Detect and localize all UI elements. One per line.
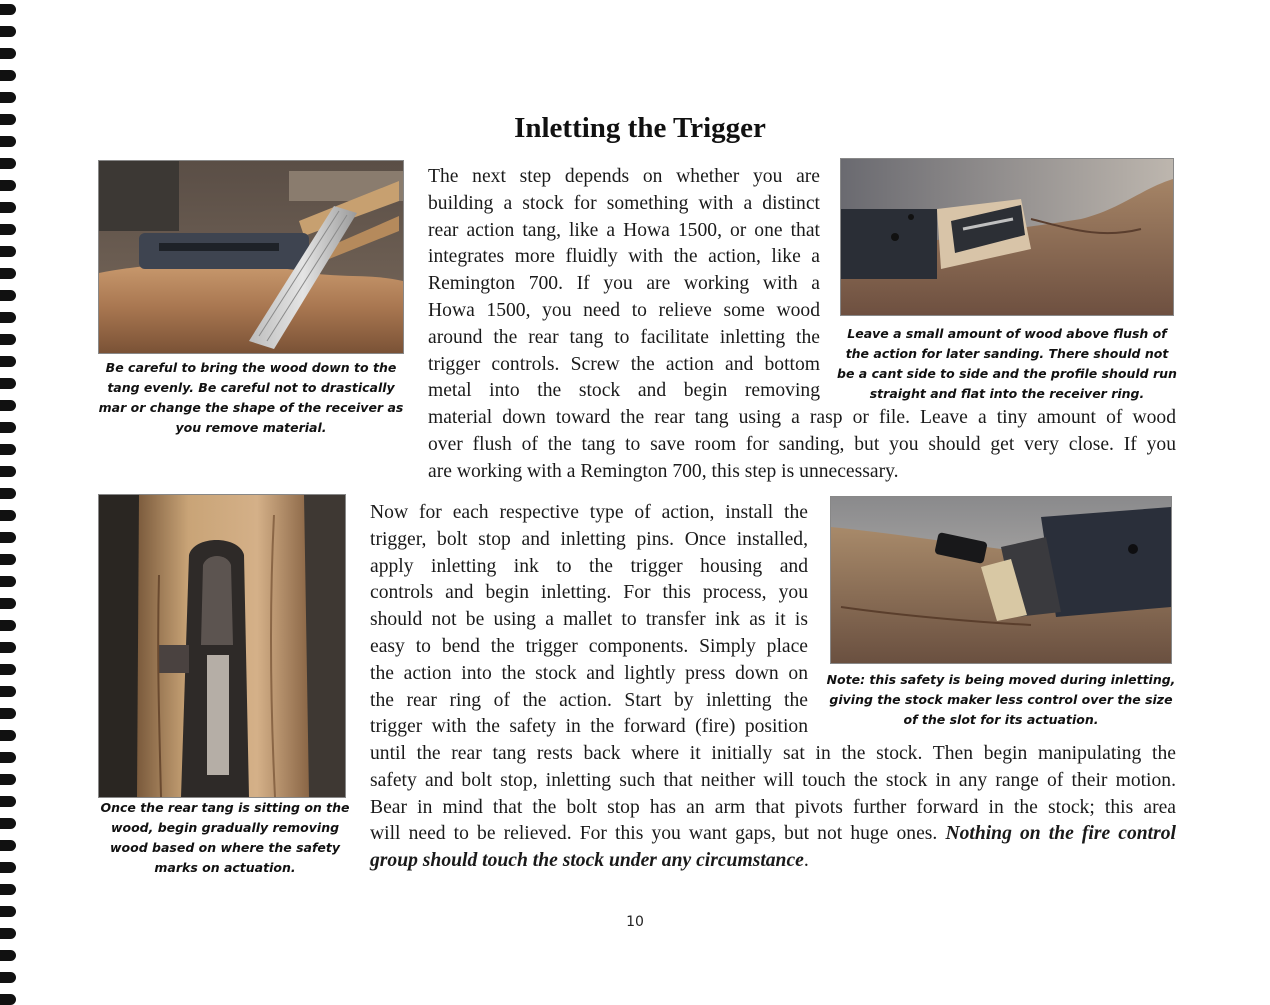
photo-rasp-on-tang-image [99, 161, 403, 353]
binding-ring [0, 642, 16, 653]
binding-ring [0, 488, 16, 499]
body-line: The next step depends on whether you are [428, 166, 820, 187]
binding-ring [0, 158, 16, 169]
binding-ring [0, 48, 16, 59]
body-line-with-emphasis [370, 821, 1176, 848]
caption-line: mar or change the shape of the receiver as [98, 400, 404, 415]
body-line: integrates more fluidly with the action, like a [428, 246, 820, 268]
binding-ring [0, 70, 16, 81]
binding-ring [0, 840, 16, 851]
paragraph-2-wide [370, 741, 1176, 875]
binding-ring [0, 246, 16, 257]
caption-line: wood, begin gradually removing [110, 820, 340, 835]
paragraph-1-wide [428, 405, 1176, 485]
binding-ring [0, 818, 16, 829]
body-line: until the rear tang rests back where it initially sat in the stock. Then begin manipulating the [370, 743, 1176, 764]
photo-safety-lever-image [831, 497, 1171, 663]
caption-line: giving the stock maker less control over the size [829, 692, 1173, 707]
emphasis-text: Nothing on the fire control [945, 823, 1176, 845]
binding-ring [0, 730, 16, 741]
caption-line: straight and flat into the receiver ring. [869, 386, 1145, 401]
body-line-with-emphasis [370, 848, 1176, 875]
body-line: rear action tang, like a Howa 1500, or one that [428, 219, 820, 241]
binding-ring [0, 26, 16, 37]
body-line: over flush of the tang to save room for sanding, but you should get very close. If you [428, 433, 1176, 455]
paragraph-2-narrow [370, 500, 808, 741]
body-line: safety and bolt stop, inletting such that neither will touch the stock in any range of their motion. [370, 769, 1176, 791]
body-line: apply inletting ink to the trigger housing and [370, 555, 808, 577]
binding-ring [0, 752, 16, 763]
photo-rear-tang-top-view [98, 494, 346, 798]
binding-ring [0, 950, 16, 961]
binding-ring [0, 774, 16, 785]
binding-ring [0, 928, 16, 939]
body-text: . [803, 850, 809, 872]
caption-line: be a cant side to side and the profile should run [837, 366, 1177, 381]
caption-top-right [832, 324, 1182, 404]
caption-line: Be careful to bring the wood down to the [105, 360, 397, 375]
spiral-binding [0, 0, 22, 1000]
body-line: the action into the stock and lightly press down on [370, 662, 808, 684]
caption-line: of the slot for its actuation. [903, 712, 1099, 727]
caption-line: marks on actuation. [154, 860, 296, 875]
caption-bottom-right [826, 670, 1176, 730]
binding-ring [0, 4, 16, 15]
body-line: Howa 1500, you need to relieve some wood [428, 299, 820, 321]
caption-line: the action for later sanding. There should not [845, 346, 1169, 361]
binding-ring [0, 334, 16, 345]
binding-ring [0, 224, 16, 235]
binding-ring [0, 884, 16, 895]
body-line: Remington 700. If you are working with a [428, 273, 820, 295]
binding-ring [0, 92, 16, 103]
photo-receiver-inletted [840, 158, 1174, 316]
binding-ring [0, 686, 16, 697]
caption-line: you remove material. [175, 420, 327, 435]
body-line: should not be using a mallet to transfer ink as it is [370, 609, 808, 631]
binding-ring [0, 906, 16, 917]
binding-ring [0, 378, 16, 389]
binding-ring [0, 664, 16, 675]
body-line: trigger, bolt stop and inletting pins. Once installed, [370, 528, 808, 550]
binding-ring [0, 972, 16, 983]
caption-line: wood based on where the safety [110, 840, 340, 855]
binding-ring [0, 532, 16, 543]
body-line: around the rear tang to facilitate inletting the [428, 326, 820, 348]
binding-ring [0, 576, 16, 587]
body-line: material down toward the rear tang using a rasp or file. Leave a tiny amount of wood [428, 407, 1176, 428]
photo-rasp-on-tang [98, 160, 404, 354]
photo-rear-tang-top-view-image [99, 495, 345, 797]
caption-top-left [96, 358, 406, 438]
binding-ring [0, 114, 16, 125]
binding-ring [0, 312, 16, 323]
page-title: Inletting the Trigger [514, 112, 766, 144]
paragraph-1-narrow [428, 164, 820, 405]
body-line: trigger controls. Screw the action and bottom [428, 353, 820, 375]
caption-line: Once the rear tang is sitting on the [100, 800, 350, 815]
binding-ring [0, 136, 16, 147]
body-line: controls and begin inletting. For this process, you [370, 582, 808, 604]
binding-ring [0, 356, 16, 367]
binding-ring [0, 862, 16, 873]
binding-ring [0, 708, 16, 719]
photo-receiver-inletted-image [841, 159, 1173, 315]
body-line: trigger with the safety in the forward (fire) position [370, 716, 808, 738]
caption-line: Leave a small amount of wood above flush of [847, 326, 1167, 341]
caption-line: Note: this safety is being moved during inletting, [826, 672, 1176, 687]
body-line: Bear in mind that the bolt stop has an arm that pivots further forward in the stock; this area [370, 796, 1176, 818]
body-line: metal into the stock and begin removing [428, 380, 820, 402]
body-line: easy to bend the trigger components. Simply place [370, 635, 808, 657]
body-text: will need to be relieved. For this you want gaps, but not huge ones. [370, 823, 946, 845]
body-line: Now for each respective type of action, install the [370, 502, 808, 523]
body-line: the rear ring of the action. Start by inletting the [370, 689, 808, 711]
binding-ring [0, 202, 16, 213]
binding-ring [0, 466, 16, 477]
page-number: 10 [626, 914, 644, 930]
binding-ring [0, 180, 16, 191]
binding-ring [0, 268, 16, 279]
binding-ring [0, 400, 16, 411]
caption-bottom-left [94, 798, 356, 878]
caption-line: tang evenly. Be careful not to drastically [107, 380, 395, 395]
binding-ring [0, 510, 16, 521]
body-line: are working with a Remington 700, this step is unnecessary. [428, 460, 899, 482]
emphasis-text: group should touch the stock under any circumstance [370, 850, 804, 872]
binding-ring [0, 422, 16, 433]
binding-ring [0, 444, 16, 455]
binding-ring [0, 554, 16, 565]
binding-ring [0, 290, 16, 301]
binding-ring [0, 620, 16, 631]
photo-safety-lever [830, 496, 1172, 664]
binding-ring [0, 598, 16, 609]
binding-ring [0, 796, 16, 807]
body-line: building a stock for something with a distinct [428, 192, 820, 214]
